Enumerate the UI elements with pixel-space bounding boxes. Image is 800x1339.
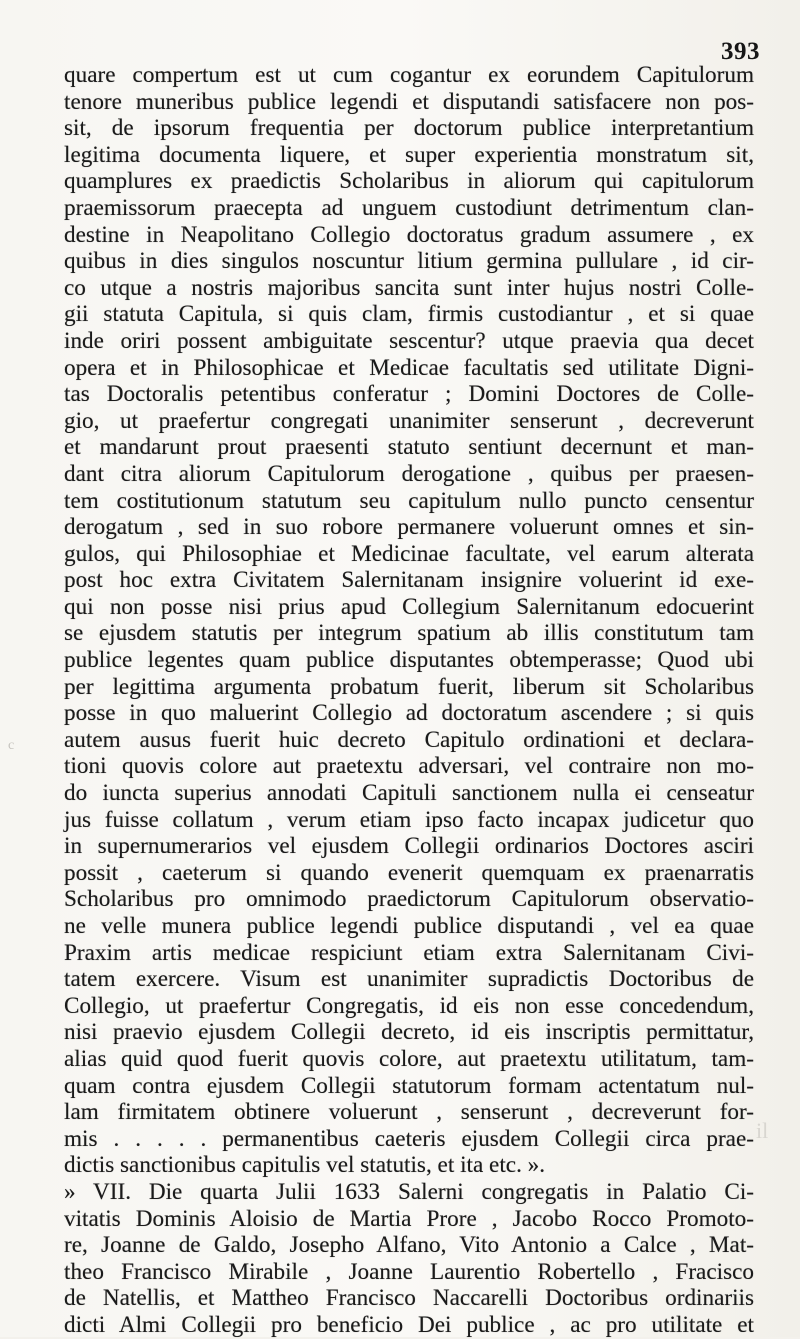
paragraph-end-line: dictis sanctionibus capitulis vel statutis, et ita etc. ». (64, 1152, 546, 1179)
text-line: opera et in Philosophicae et Medicae facultatis sed utilitate Digni- (64, 354, 754, 381)
text-line: » VII. Die quarta Julii 1633 Salerni congregatis in Palatio Ci- (64, 1178, 754, 1205)
text-line: in supernumerarios vel ejusdem Collegii ordinarios Doctores asciri (64, 833, 754, 860)
text-line: gii statuta Capitula, si quis clam, firmis custodiantur , et si quae (64, 301, 754, 328)
text-line: post hoc extra Civitatem Salernitanam insignire voluerint id exe- (64, 567, 754, 594)
text-line: possit , caeterum si quando evenerit quemquam ex praenarratis (64, 859, 754, 886)
text-line: tatem exercere. Visum est unanimiter supradictis Doctoribus de (64, 966, 754, 993)
text-line: quam contra ejusdem Collegii statutorum formam actentatum nul- (64, 1072, 754, 1099)
text-line: Scholaribus pro omnimodo praedictorum Capitulorum observatio- (64, 886, 754, 913)
text-line: ne velle munera publice legendi publice disputandi , vel ea quae (64, 913, 754, 939)
text-line: nisi praevio ejusdem Collegii decreto, id eis inscriptis permittatur, (64, 1019, 754, 1046)
text-line: vitatis Dominis Aloisio de Martia Prore , Jacobo Rocco Promoto- (64, 1205, 754, 1232)
body-text (64, 62, 754, 1339)
text-line: jus fuisse collatum , verum etiam ipso facto incapax judicetur quo (64, 806, 754, 833)
text-line: praemissorum praecepta ad unguem custodiunt detrimentum clan- (64, 194, 754, 221)
text-line: do iuncta superius annodati Capituli sanctionem nulla ei censeatur (64, 780, 754, 807)
text-line: quare compertum est ut cum cogantur ex eorundem Capitulorum (64, 62, 754, 88)
text-line: lam firmitatem obtinere voluerunt , senserunt , decreverunt for- (64, 1099, 754, 1126)
text-line: de Natellis, et Mattheo Francisco Naccarelli Doctoribus ordinariis (64, 1285, 754, 1312)
text-line: tem costitutionum statutum seu capitulum nullo puncto censentur (64, 487, 754, 514)
text-line: derogatum , sed in suo robore permanere voluerunt omnes et sin- (64, 514, 754, 541)
text-line: quamplures ex praedictis Scholaribus in aliorum qui capitulorum (64, 168, 754, 195)
page-number: 393 (721, 38, 760, 65)
text-line: tenore muneribus publice legendi et disputandi satisfacere non pos- (64, 88, 754, 115)
text-line: quibus in dies singulos noscuntur litium germina pullulare , id cir- (64, 248, 754, 275)
margin-mark: c (8, 738, 15, 753)
text-line: tas Doctoralis petentibus conferatur ; Domini Doctores de Colle- (64, 381, 754, 408)
text-line: qui non posse nisi prius apud Collegium Salernitanum edocuerint (64, 593, 754, 620)
text-line: posse in quo maluerint Collegio ad doctoratum ascendere ; si quis (64, 700, 754, 727)
text-line: et mandarunt prout praesenti statuto sentiunt decernunt et man- (64, 434, 754, 461)
text-line: re, Joanne de Galdo, Josepho Alfano, Vito Antonio a Calce , Mat- (64, 1232, 754, 1259)
text-line: per legittima argumenta probatum fuerit, liberum sit Scholaribus (64, 673, 754, 700)
text-line: alias quid quod fuerit quovis colore, aut praetextu utilitatum, tam- (64, 1045, 754, 1072)
text-line: sit, de ipsorum frequentia per doctorum publice interpretantium (64, 115, 754, 142)
bleed-through-mark: il (756, 1118, 769, 1143)
text-line: mis . . . . . permanentibus caeteris ejusdem Collegii circa prae- (64, 1125, 754, 1152)
text-line: dant citra aliorum Capitulorum derogatione , quibus per praesen- (64, 460, 754, 487)
text-line: publice legentes quam publice disputantes obtemperasse; Quod ubi (64, 647, 754, 674)
text-line: Collegio, ut praefertur Congregatis, id eis non esse concedendum, (64, 992, 754, 1019)
text-line: tioni quovis colore aut praetextu adversari, vel contraire non mo- (64, 753, 754, 780)
text-line: Praxim artis medicae respiciunt etiam extra Salernitanam Civi- (64, 939, 754, 966)
text-line: theo Francisco Mirabile , Joanne Laurentio Robertello , Fracisco (64, 1258, 754, 1285)
text-line: autem ausus fuerit huic decreto Capitulo ordinationi et declara- (64, 726, 754, 753)
text-line: gulos, qui Philosophiae et Medicinae facultate, vel earum alterata (64, 540, 754, 567)
text-line: dicti Almi Collegii pro beneficio Dei publice , ac pro utilitate et (64, 1311, 754, 1338)
text-line: gio, ut praefertur congregati unanimiter senserunt , decreverunt (64, 407, 754, 434)
text-line: destine in Neapolitano Collegio doctoratus gradum assumere , ex (64, 221, 754, 248)
text-line: inde oriri possent ambiguitate sescentur? utque praevia qua decet (64, 327, 754, 354)
text-line: co utque a nostris majoribus sancita sunt inter hujus nostri Colle- (64, 274, 754, 301)
text-line: legitima documenta liquere, et super experientia monstratum sit, (64, 141, 754, 168)
text-line: se ejusdem statutis per integrum spatium ab illis constitutum tam (64, 620, 754, 647)
